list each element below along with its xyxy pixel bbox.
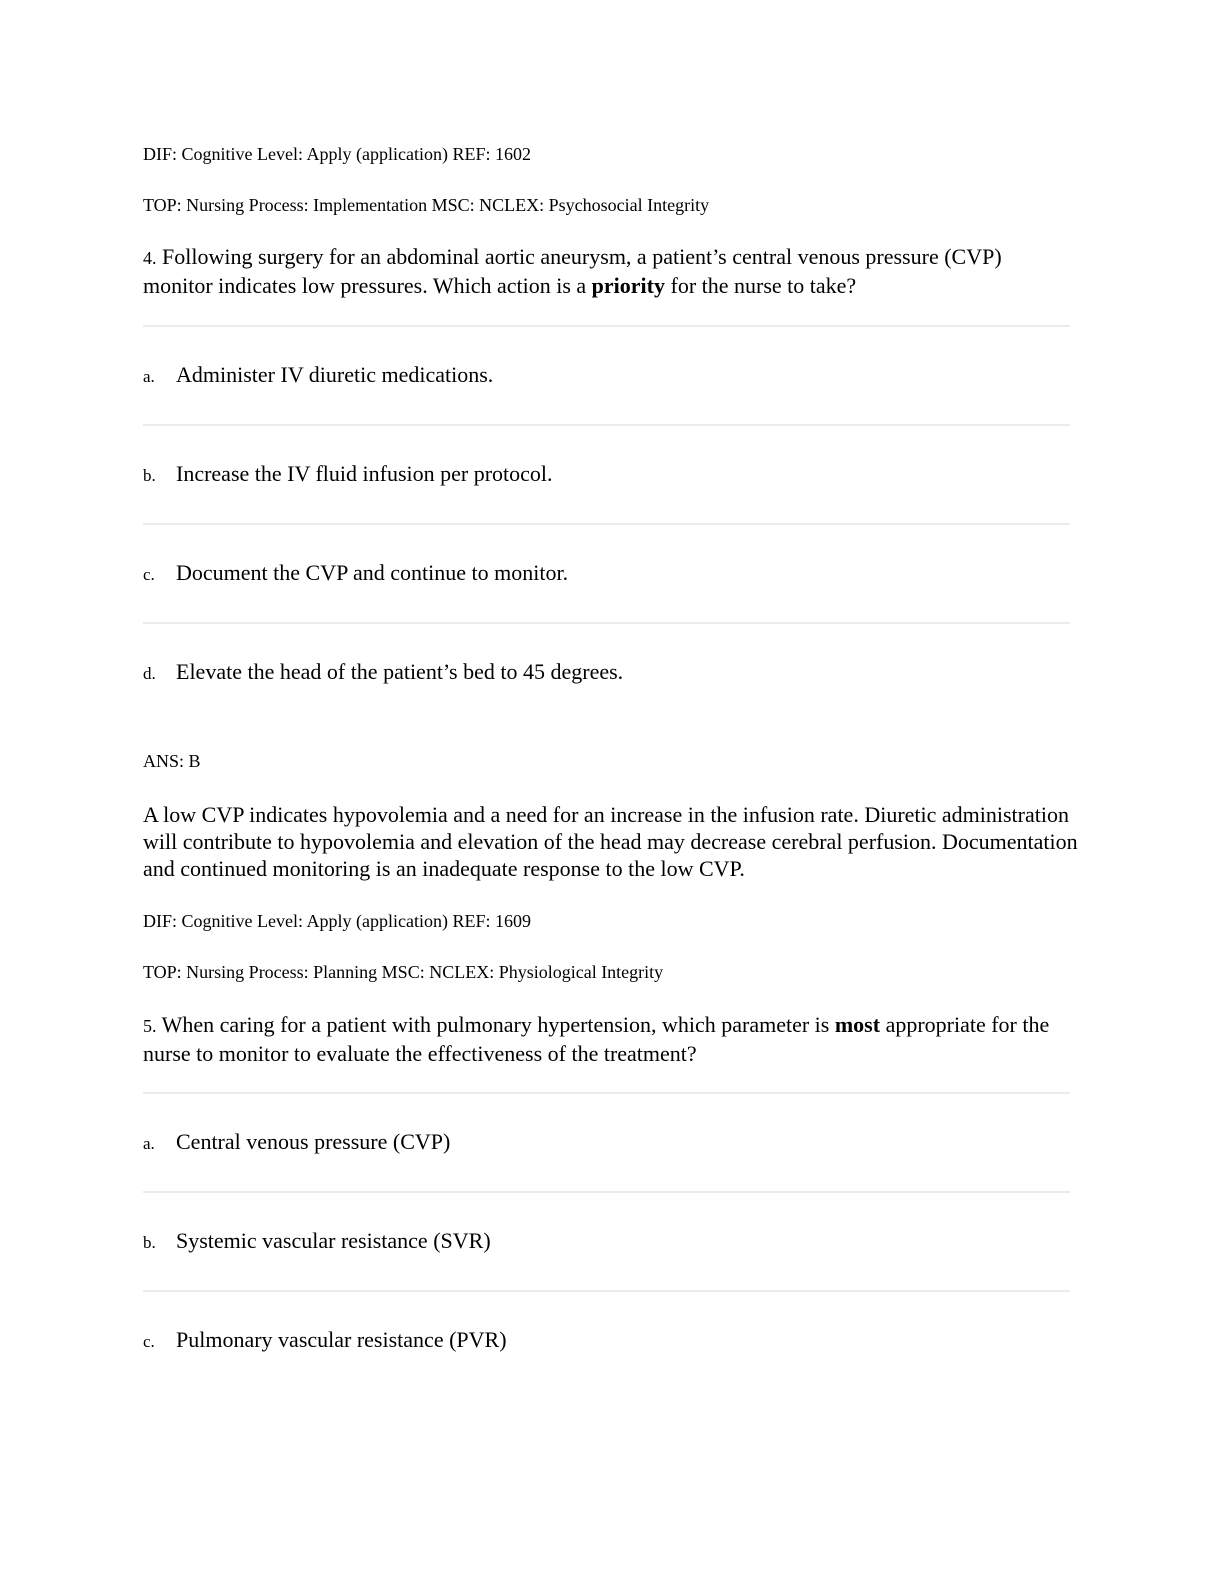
question-emphasis: priority — [591, 273, 665, 298]
option-letter: a. — [143, 367, 155, 386]
option-4b[interactable] — [143, 461, 553, 489]
option-text: Pulmonary vascular resistance (PVR) — [176, 1327, 507, 1352]
question-text-before: Following surgery for an abdominal aortic aneurysm, a patient’s central venous pressure (CVP) monitor indicates low pressures. Which action is a — [143, 244, 1002, 298]
divider — [143, 1290, 1070, 1292]
option-text: Systemic vascular resistance (SVR) — [176, 1228, 491, 1253]
option-4c[interactable] — [143, 560, 568, 588]
divider — [143, 1191, 1070, 1193]
option-5a[interactable] — [143, 1129, 450, 1157]
divider — [143, 622, 1070, 624]
top-line-2: TOP: Nursing Process: Planning MSC: NCLEX: Physiological Integrity — [143, 962, 664, 982]
option-4d[interactable] — [143, 659, 623, 687]
option-letter: c. — [143, 565, 155, 584]
option-letter: c. — [143, 1332, 155, 1351]
option-5b[interactable] — [143, 1228, 491, 1256]
option-text: Increase the IV fluid infusion per protocol. — [176, 461, 553, 486]
option-text: Document the CVP and continue to monitor. — [176, 560, 569, 585]
option-text: Elevate the head of the patient’s bed to 45 degrees. — [176, 659, 624, 684]
option-letter: d. — [143, 664, 156, 683]
dif-line-1: DIF: Cognitive Level: Apply (application) REF: 1602 — [143, 144, 531, 164]
question-number: 5. — [143, 1016, 157, 1036]
divider — [143, 424, 1070, 426]
option-letter: b. — [143, 1233, 156, 1252]
question-text-before: When caring for a patient with pulmonary hypertension, which parameter is — [161, 1012, 830, 1037]
question-number: 4. — [143, 248, 157, 268]
option-letter: b. — [143, 466, 156, 485]
divider — [143, 523, 1070, 525]
option-letter: a. — [143, 1134, 155, 1153]
divider — [143, 325, 1070, 327]
question-4 — [143, 243, 1073, 299]
option-text: Administer IV diuretic medications. — [176, 362, 494, 387]
option-5c[interactable] — [143, 1327, 507, 1355]
question-5 — [143, 1011, 1073, 1067]
question-text-after: appropriate for the nurse to monitor to evaluate the effectiveness of the treatment? — [143, 1012, 1050, 1066]
divider — [143, 1092, 1070, 1094]
option-text: Central venous pressure (CVP) — [176, 1129, 451, 1154]
question-text-after: for the nurse to take? — [670, 273, 857, 298]
question-emphasis: most — [834, 1012, 881, 1037]
rationale: A low CVP indicates hypovolemia and a need for an increase in the infusion rate. Diuretic administration will contribute to hypovolemia and elevation of the head may decrease cerebral perfusion. Documentation and continued monitoring is an inadequate response to the low CVP. — [143, 802, 1078, 881]
top-line-1: TOP: Nursing Process: Implementation MSC: NCLEX: Psychosocial Integrity — [143, 195, 710, 215]
dif-line-2: DIF: Cognitive Level: Apply (application) REF: 1609 — [143, 911, 531, 931]
answer-line: ANS: B — [143, 751, 201, 771]
option-4a[interactable] — [143, 362, 493, 390]
